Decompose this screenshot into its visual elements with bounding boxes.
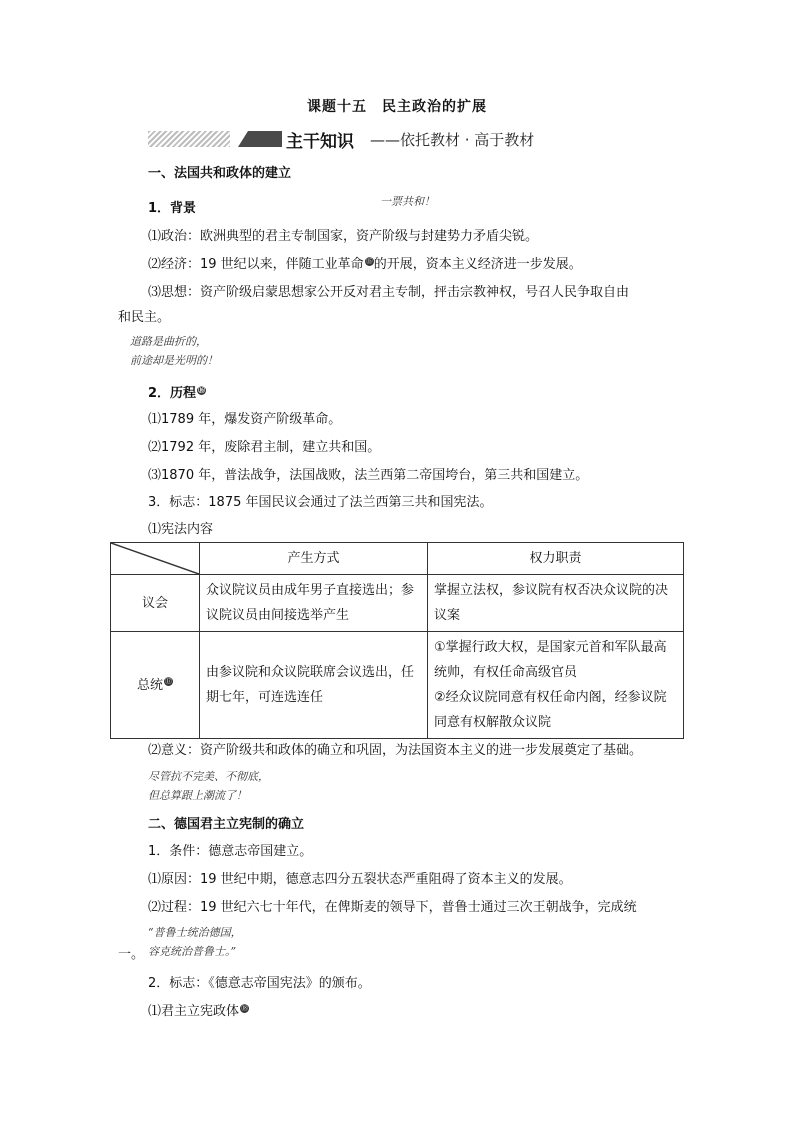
germany-mark-statement: 2．标志：《德意志帝国宪法》的颁布。 xyxy=(148,976,371,991)
handwritten-note-prussia-line1: “普鲁士统治德国， xyxy=(148,926,242,939)
significance-statement: ⑵意义：资产阶级共和政体的确立和巩固，为法国资本主义的进一步发展奠定了基础。 xyxy=(148,743,643,758)
background-thought-line2: 和民主。 xyxy=(118,310,171,325)
constitution-heading: ⑴宪法内容 xyxy=(148,522,214,537)
economy-text-a: ⑵经济：19 世纪以来，伴随工业革命 xyxy=(148,257,364,272)
duty-item: ①掌握行政大权，是国家元首和军队最高统帅，有权任命高级官员 xyxy=(434,640,667,680)
annotation-marker-icon: ⑮ xyxy=(365,256,373,265)
section1-heading: 一、法国共和政体的建立 xyxy=(148,166,292,181)
condition-statement: 1．条件：德意志帝国建立。 xyxy=(148,844,313,859)
table-row xyxy=(111,632,684,739)
process-heading xyxy=(148,382,206,401)
annotation-marker-icon: ⑰ xyxy=(165,677,172,686)
handwritten-note-prussia-line2: 容克统治普鲁士。” xyxy=(148,945,237,958)
handwritten-note-road-line2: 前途却是光明的！ xyxy=(130,354,218,367)
mark-statement: 3．标志：1875 年国民议会通过了法兰西第三共和国宪法。 xyxy=(148,495,493,510)
background-thought-line1: ⑶思想：资产阶级启蒙思想家公开反对君主专制，抨击宗教神权，号召人民争取自由 xyxy=(148,285,630,300)
handwritten-note-vote: 一票共和！ xyxy=(380,195,435,208)
table-row xyxy=(111,575,684,632)
banner-stripe-decoration xyxy=(148,131,230,147)
process-item: ⑶1870 年，普法战争，法国战败，法兰西第二帝国垮台，第三共和国建立。 xyxy=(148,468,589,483)
regime-heading-text: ⑴君主立宪政体 xyxy=(148,1004,240,1019)
germany-process-line1: ⑵过程：19 世纪六七十年代，在俾斯麦的领导下，普鲁士通过三次王朝战争，完成统 xyxy=(148,900,637,915)
page-title: 课题十五 民主政治的扩展 xyxy=(307,99,487,115)
annotation-marker-icon: ⑱ xyxy=(241,1003,249,1012)
table-header: 权力职责 xyxy=(428,543,684,575)
table-header-row xyxy=(111,543,684,575)
table-cell: 由参议院和众议院联席会议选出，任期七年，可连选连任 xyxy=(200,632,428,739)
banner-subtitle: ——依托教材 · 高于教材 xyxy=(370,131,535,149)
table-cell xyxy=(428,632,684,739)
constitution-table xyxy=(110,542,684,739)
handwritten-note-imperfect-line1: 尽管抗不完美、不彻底， xyxy=(148,770,269,783)
background-heading: 1．背景 xyxy=(148,201,197,216)
annotation-marker-icon: ⑯ xyxy=(198,385,206,394)
handwritten-note-imperfect-line2: 但总算跟上潮流了！ xyxy=(148,789,247,802)
table-row-label: 议会 xyxy=(111,575,200,632)
diagonal-line-icon xyxy=(111,543,199,574)
table-cell: 众议院议员由成年男子直接选出；参议院议员由间接选举产生 xyxy=(200,575,428,632)
banner-bar-decoration xyxy=(238,131,282,147)
background-economy xyxy=(148,253,582,272)
process-item: ⑴1789 年，爆发资产阶级革命。 xyxy=(148,412,342,427)
duty-item: ②经众议院同意有权任命内阁，经参议院同意有权解散众议院 xyxy=(434,690,667,730)
table-corner-cell xyxy=(111,543,200,575)
process-heading-text: 2．历程 xyxy=(148,386,197,401)
table-header: 产生方式 xyxy=(200,543,428,575)
regime-heading xyxy=(148,1000,249,1019)
section2-heading: 二、德国君主立宪制的确立 xyxy=(148,817,305,832)
reason-statement: ⑴原因：19 世纪中期，德意志四分五裂状态严重阻碍了资本主义的发展。 xyxy=(148,872,572,887)
handwritten-note-road-line1: 道路是曲折的， xyxy=(130,335,207,348)
president-label: 总统 xyxy=(136,677,163,693)
background-politics: ⑴政治：欧洲典型的君主专制国家，资产阶级与封建势力矛盾尖锐。 xyxy=(148,229,539,244)
economy-text-b: 的开展，资本主义经济进一步发展。 xyxy=(373,257,582,272)
table-cell: 掌握立法权，参议院有权否决众议院的决议案 xyxy=(428,575,684,632)
banner-heading: 主干知识 xyxy=(286,132,354,152)
section-banner xyxy=(148,127,568,153)
germany-process-line2: 一。 xyxy=(118,947,145,962)
process-item: ⑵1792 年，废除君主制，建立共和国。 xyxy=(148,440,381,455)
table-row-label xyxy=(111,632,200,739)
